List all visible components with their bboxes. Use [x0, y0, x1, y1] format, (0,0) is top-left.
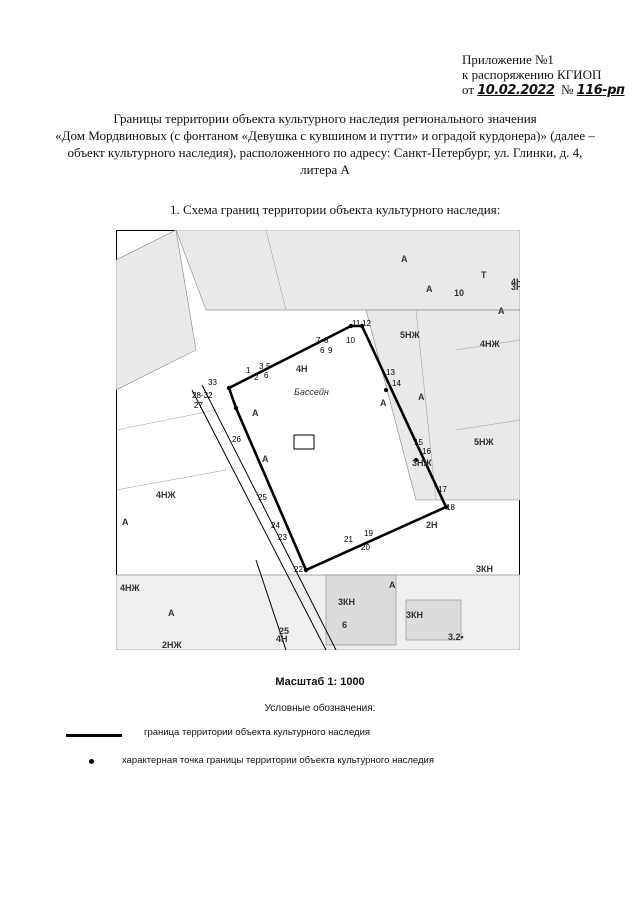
boundary-map: [116, 230, 520, 650]
point-label: 33: [208, 378, 217, 387]
cadastral-label: 4НЖ: [120, 583, 140, 593]
cadastral-label: А: [380, 398, 387, 408]
cadastral-label: 3КН: [476, 564, 493, 574]
appendix-from-label: от: [462, 82, 475, 97]
point-label: 23: [278, 533, 287, 542]
boundary-map-svg: [116, 230, 520, 650]
point-label: 6: [320, 346, 325, 355]
cadastral-label: 4Н: [511, 277, 520, 287]
point-label: 22: [294, 565, 303, 574]
point-label: 25: [258, 493, 267, 502]
cadastral-label: 3НЖ: [412, 458, 432, 468]
cadastral-label: 10: [454, 288, 465, 298]
appendix-block: [462, 52, 625, 98]
point-label: 26: [232, 435, 241, 444]
point-label: 9: [328, 346, 333, 355]
cadastral-label: 4Н: [296, 364, 308, 374]
scale-label: Масштаб 1: 1000: [275, 676, 365, 688]
point-label: 5: [266, 362, 271, 371]
point-label: 13: [386, 368, 395, 377]
heading-line-2: «Дом Мордвиновых (с фонтаном «Девушка с кувшином и путти» и оградой курдонера)» (далее –: [55, 128, 595, 143]
appendix-number: 116-рп: [576, 83, 625, 98]
point-label: 18: [446, 503, 455, 512]
cadastral-label: Т: [481, 270, 487, 280]
point-label: 28-32: [192, 391, 213, 400]
point-label: 27: [194, 401, 203, 410]
heading-line-3: объект культурного наследия), расположенного по адресу: Санкт-Петербург, ул. Глинки, д. 4,: [67, 145, 583, 160]
point-label: 2: [254, 373, 259, 382]
point-label: 15: [414, 438, 423, 447]
appendix-number-label: №: [561, 82, 574, 97]
cadastral-label: А: [252, 408, 259, 418]
point-label: 10: [346, 336, 355, 345]
heading-line-4: литера А: [300, 162, 350, 177]
cadastral-label: А: [168, 608, 175, 618]
cadastral-label: А: [122, 517, 129, 527]
point-label: 3: [259, 362, 264, 371]
cadastral-label: А: [262, 454, 269, 464]
point-label: 7: [316, 336, 321, 345]
cadastral-label: 4НЖ: [480, 339, 500, 349]
cadastral-label: 5НЖ: [400, 330, 420, 340]
legend-title: Условные обозначения:: [264, 703, 376, 714]
cadastral-label: Бассейн: [294, 387, 329, 397]
cadastral-label: 5НЖ: [474, 437, 494, 447]
cadastral-label: 3Н: [511, 282, 520, 292]
appendix-date-line: [462, 82, 625, 98]
cadastral-label: 2Н: [426, 520, 438, 530]
cadastral-label: 3КН: [338, 597, 355, 607]
cadastral-label: 3.2•: [448, 632, 464, 642]
cadastral-label: А: [498, 306, 505, 316]
point-label: 11: [352, 319, 361, 328]
cadastral-label: А: [401, 254, 408, 264]
cadastral-label: 3КН: [406, 610, 423, 620]
point-label: 14: [392, 379, 401, 388]
legend-line-symbol: [66, 734, 122, 737]
cadastral-label: 25: [279, 626, 290, 636]
point-label: 16: [422, 447, 431, 456]
legend-line-label: граница территории объекта культурного наследия: [144, 727, 371, 738]
cadastral-label: 6: [342, 620, 348, 630]
appendix-date: 10.02.2022: [477, 83, 555, 98]
cadastral-label: 2НЖ: [162, 640, 182, 650]
point-label: 17: [438, 485, 447, 494]
point-label: 8: [324, 336, 329, 345]
legend-point-label: характерная точка границы территории объекта культурного наследия: [122, 755, 434, 766]
cadastral-label: А: [426, 284, 433, 294]
appendix-order: к распоряжению КГИОП: [462, 67, 602, 82]
heading-line-1: Границы территории объекта культурного наследия регионального значения: [113, 111, 537, 126]
cadastral-label: 4НЖ: [156, 490, 176, 500]
document-heading: [40, 110, 610, 178]
point-label: 12: [362, 319, 371, 328]
section-title: 1. Схема границ территории объекта культурного наследия:: [170, 202, 501, 217]
point-label: 21: [344, 535, 353, 544]
cadastral-label: А: [389, 580, 396, 590]
cadastral-label: 4Н: [276, 634, 288, 644]
point-label: 24: [271, 521, 280, 530]
point-label: 6: [264, 371, 269, 380]
point-label: 19: [364, 529, 373, 538]
cadastral-label: А: [418, 392, 425, 402]
appendix-title: Приложение №1: [462, 52, 554, 67]
point-label: 1: [246, 366, 251, 375]
legend-point-symbol: [89, 759, 94, 764]
point-label: 20: [361, 543, 370, 552]
